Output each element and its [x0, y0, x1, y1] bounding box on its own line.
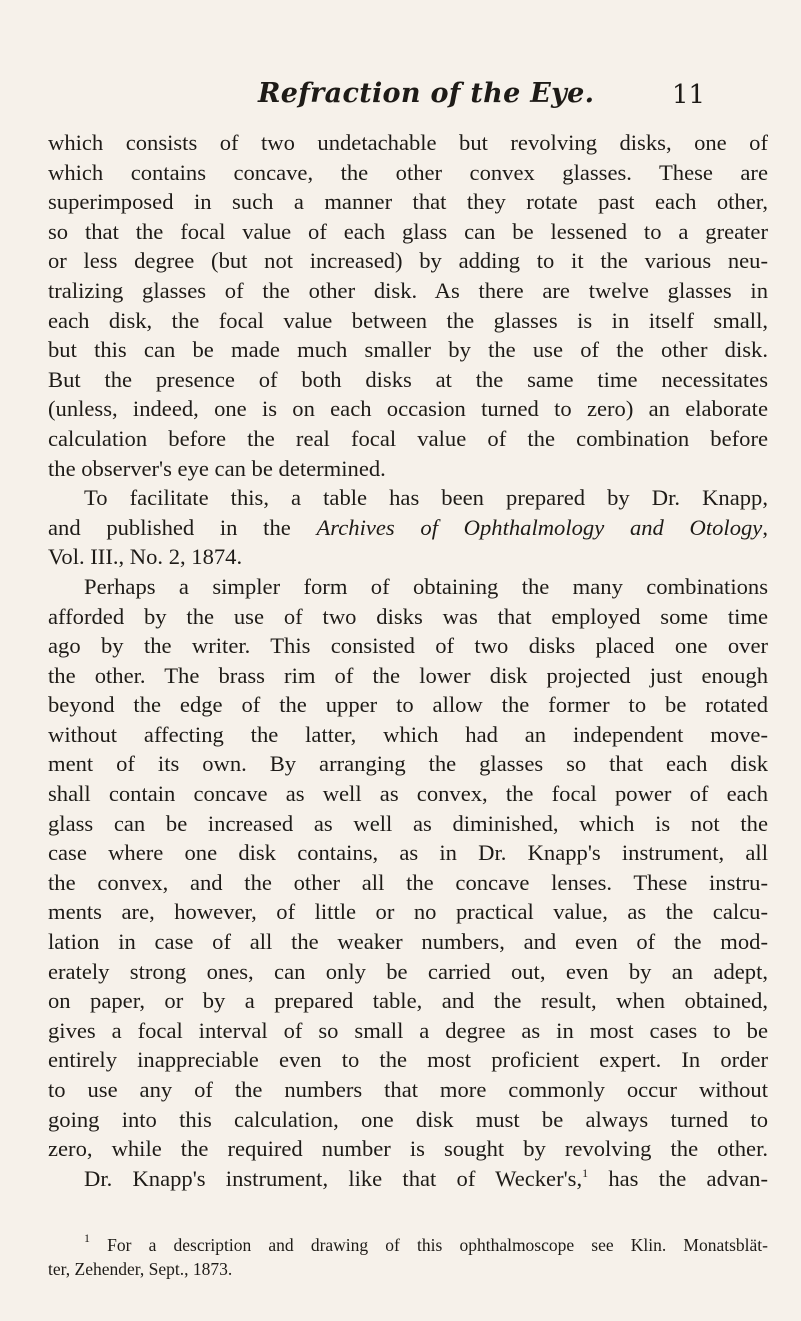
- text-line: To facilitate this, a table has been prepared by Dr. Knapp,: [84, 485, 768, 511]
- page-number: 11: [672, 80, 706, 110]
- footnote-marker: 1: [84, 1233, 90, 1245]
- text-line: case where one disk contains, as in Dr. Knapp's instrument, all: [48, 840, 768, 866]
- text-line: each disk, the focal value between the glasses is in itself small,: [48, 307, 768, 333]
- text-line: without affecting the latter, which had an independent move-: [48, 721, 768, 747]
- text-line: Perhaps a simpler form of obtaining the many combinations: [84, 573, 768, 599]
- text-line: the convex, and the other all the concave lenses. These instru-: [48, 869, 768, 895]
- text-line: ments are, however, of little or no practical value, as the calcu-: [48, 899, 768, 925]
- text-line: on paper, or by a prepared table, and the result, when obtained,: [48, 988, 768, 1014]
- text-line: ago by the writer. This consisted of two disks placed one over: [48, 633, 768, 659]
- running-title: Refraction of the Eye.: [258, 78, 595, 109]
- text-line: tralizing glasses of the other disk. As there are twelve glasses in: [48, 277, 768, 303]
- text-line: calculation before the real focal value of the combination before: [48, 425, 768, 451]
- footnote-reference: 1: [582, 1165, 589, 1180]
- text-line: But the presence of both disks at the same time necessitates: [48, 366, 768, 392]
- body-text: [48, 128, 768, 1193]
- text-line: gives a focal interval of so small a degree as in most cases to be: [48, 1017, 768, 1043]
- text-line: superimposed in such a manner that they rotate past each other,: [48, 189, 768, 215]
- text-line: which consists of two undetachable but revolving disks, one of: [48, 130, 768, 155]
- text-line: (unless, indeed, one is on each occasion turned to zero) an elaborate: [48, 396, 768, 422]
- journal-title: Archives of Ophthalmology and Otology: [316, 514, 763, 540]
- text-line: shall contain concave as well as convex, the focal power of each: [48, 781, 768, 807]
- footnote-text: For a description and drawing of this ophthalmoscope see Klin. Monatsblät-: [90, 1235, 768, 1255]
- text-line: lation in case of all the weaker numbers, and even of the mod-: [48, 929, 768, 955]
- text-fragment: ,: [762, 514, 768, 540]
- text-line: zero, while the required number is sought by revolving the other.: [48, 1136, 768, 1162]
- text-line: the observer's eye can be determined.: [48, 455, 386, 481]
- text-line: [48, 513, 768, 543]
- text-line: Vol. III., No. 2, 1874.: [48, 544, 243, 570]
- text-fragment: and published in the: [48, 514, 317, 540]
- text-line: beyond the edge of the upper to allow the former to be rotated: [48, 692, 768, 718]
- text-line: going into this calculation, one disk must be always turned to: [48, 1106, 768, 1132]
- paragraph-3: [48, 572, 768, 1193]
- paragraph-1: [48, 128, 768, 483]
- paragraph-2: [48, 483, 768, 572]
- footnote-line: ter, Zehender, Sept., 1873.: [48, 1259, 233, 1279]
- text-line: the other. The brass rim of the lower disk projected just enough: [48, 662, 768, 688]
- text-line: so that the focal value of each glass can be lessened to a greater: [48, 218, 768, 244]
- footnote-line: [48, 1233, 768, 1257]
- text-line: but this can be made much smaller by the use of the other disk.: [48, 337, 768, 363]
- page-header: [0, 78, 801, 118]
- text-line: to use any of the numbers that more commonly occur without: [48, 1077, 768, 1102]
- text-fragment: has the advan-: [588, 1165, 768, 1191]
- footnotes: [48, 1233, 768, 1281]
- text-line: afforded by the use of two disks was that employed some time: [48, 603, 768, 629]
- text-line: which contains concave, the other convex glasses. These are: [48, 159, 768, 185]
- text-line: entirely inappreciable even to the most proficient expert. In order: [48, 1047, 768, 1073]
- text-fragment: Dr. Knapp's instrument, like that of Wecker's,: [84, 1165, 583, 1191]
- text-line: [48, 1164, 768, 1194]
- text-line: ment of its own. By arranging the glasses so that each disk: [48, 751, 768, 777]
- text-line: or less degree (but not increased) by adding to it the various neu-: [48, 248, 768, 274]
- text-line: erately strong ones, can only be carried out, even by an adept,: [48, 958, 768, 984]
- text-line: glass can be increased as well as diminished, which is not the: [48, 810, 768, 836]
